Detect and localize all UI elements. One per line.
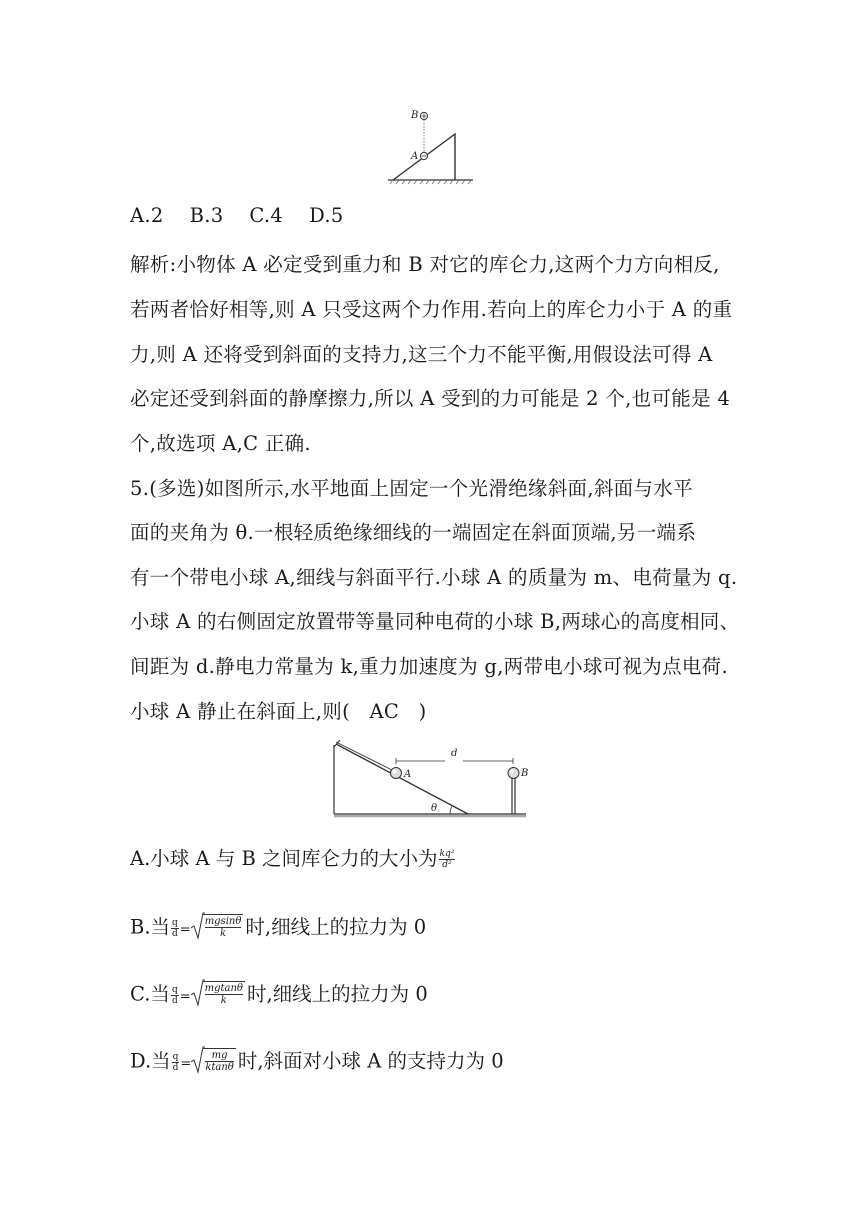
q4-options: A.2 B.3 C.4 D.5 (130, 204, 344, 227)
q5-line-4: 小球 A 的右侧固定放置带等量同种电荷的小球 B,两球心的高度相同、 (130, 610, 740, 633)
option-d-sqrt-num: mg (205, 1050, 234, 1062)
q5-line-1: 5.(多选)如图所示,水平地面上固定一个光滑绝缘斜面,斜面与水平 (130, 477, 693, 500)
q5-line-6: 小球 A 静止在斜面上,则( AC ) (130, 700, 427, 723)
option-d-prefix: D.当 (130, 1049, 171, 1073)
option-c-frac-den: d (171, 995, 178, 1006)
option-d-frac-den: d (172, 1062, 179, 1073)
option-d-eq: = (180, 1056, 192, 1072)
option-c (130, 981, 428, 1010)
option-d-frac-num: q (172, 1051, 179, 1062)
option-a (130, 847, 456, 871)
analysis-line-5: 个,故选项 A,C 正确. (130, 432, 311, 455)
analysis-line-4: 必定还受到斜面的静摩擦力,所以 A 受到的力可能是 2 个,也可能是 4 (130, 387, 731, 410)
option-b-frac-den: d (172, 928, 178, 939)
option-b (130, 914, 426, 943)
figure2-label-theta: θ (431, 803, 438, 814)
figure2-label-a: A (404, 769, 412, 780)
option-d (130, 1048, 504, 1077)
option-b-sqrt (191, 914, 244, 942)
figure-incline-top (385, 108, 475, 188)
option-b-fraction (171, 918, 179, 939)
analysis-line-2: 若两者恰好相等,则 A 只受这两个力作用.若向上的库仑力小于 A 的重 (130, 298, 733, 321)
option-c-sqrt-den: k (220, 995, 227, 1006)
figure-incline-coulomb (330, 740, 530, 820)
option-b-prefix: B.当 (130, 915, 171, 939)
figure2-label-d: d (451, 748, 458, 759)
q5-line-2: 面的夹角为 θ.一根轻质绝缘细线的一端固定在斜面顶端,另一端系 (130, 521, 697, 544)
figure1-label-b: B (411, 110, 419, 121)
option-a-fraction (439, 849, 456, 870)
option-c-suffix: 时,细线上的拉力为 0 (246, 982, 428, 1006)
option-b-suffix: 时,细线上的拉力为 0 (245, 915, 427, 939)
option-a-text: A.小球 A 与 B 之间库仑力的大小为 (130, 847, 438, 870)
option-b-frac-num: q (172, 917, 178, 928)
analysis-line-1: 解析:小物体 A 必定受到重力和 B 对它的库仑力,这两个力方向相反, (130, 253, 720, 276)
figure1-label-a: A (411, 151, 419, 162)
option-c-frac-num: q (171, 984, 178, 995)
option-d-sqrt-den: ktanθ (205, 1062, 234, 1073)
option-a-frac-den: d² (442, 860, 452, 870)
option-c-eq: = (179, 989, 191, 1005)
option-c-sqrt (191, 981, 245, 1009)
option-c-prefix: C.当 (130, 982, 170, 1006)
option-a-frac-num: kq² (439, 849, 455, 859)
option-d-sqrt (191, 1048, 236, 1076)
figure2-label-b: B (521, 768, 529, 779)
option-b-eq: = (179, 922, 191, 938)
option-d-suffix: 时,斜面对小球 A 的支持力为 0 (237, 1049, 504, 1073)
option-b-sqrt-num: mgsinθ (204, 916, 242, 927)
q5-line-5: 间距为 d.静电力常量为 k,重力加速度为 g,两带电小球可视为点电荷. (130, 655, 728, 678)
option-b-sqrt-den: k (220, 928, 227, 939)
option-c-sqrt-num: mgtanθ (204, 983, 243, 994)
option-d-fraction (172, 1052, 180, 1073)
q5-line-3: 有一个带电小球 A,细线与斜面平行.小球 A 的质量为 m、电荷量为 q. (130, 566, 738, 589)
option-c-fraction (171, 985, 179, 1006)
analysis-line-3: 力,则 A 还将受到斜面的支持力,这三个力不能平衡,用假设法可得 A (130, 343, 713, 366)
